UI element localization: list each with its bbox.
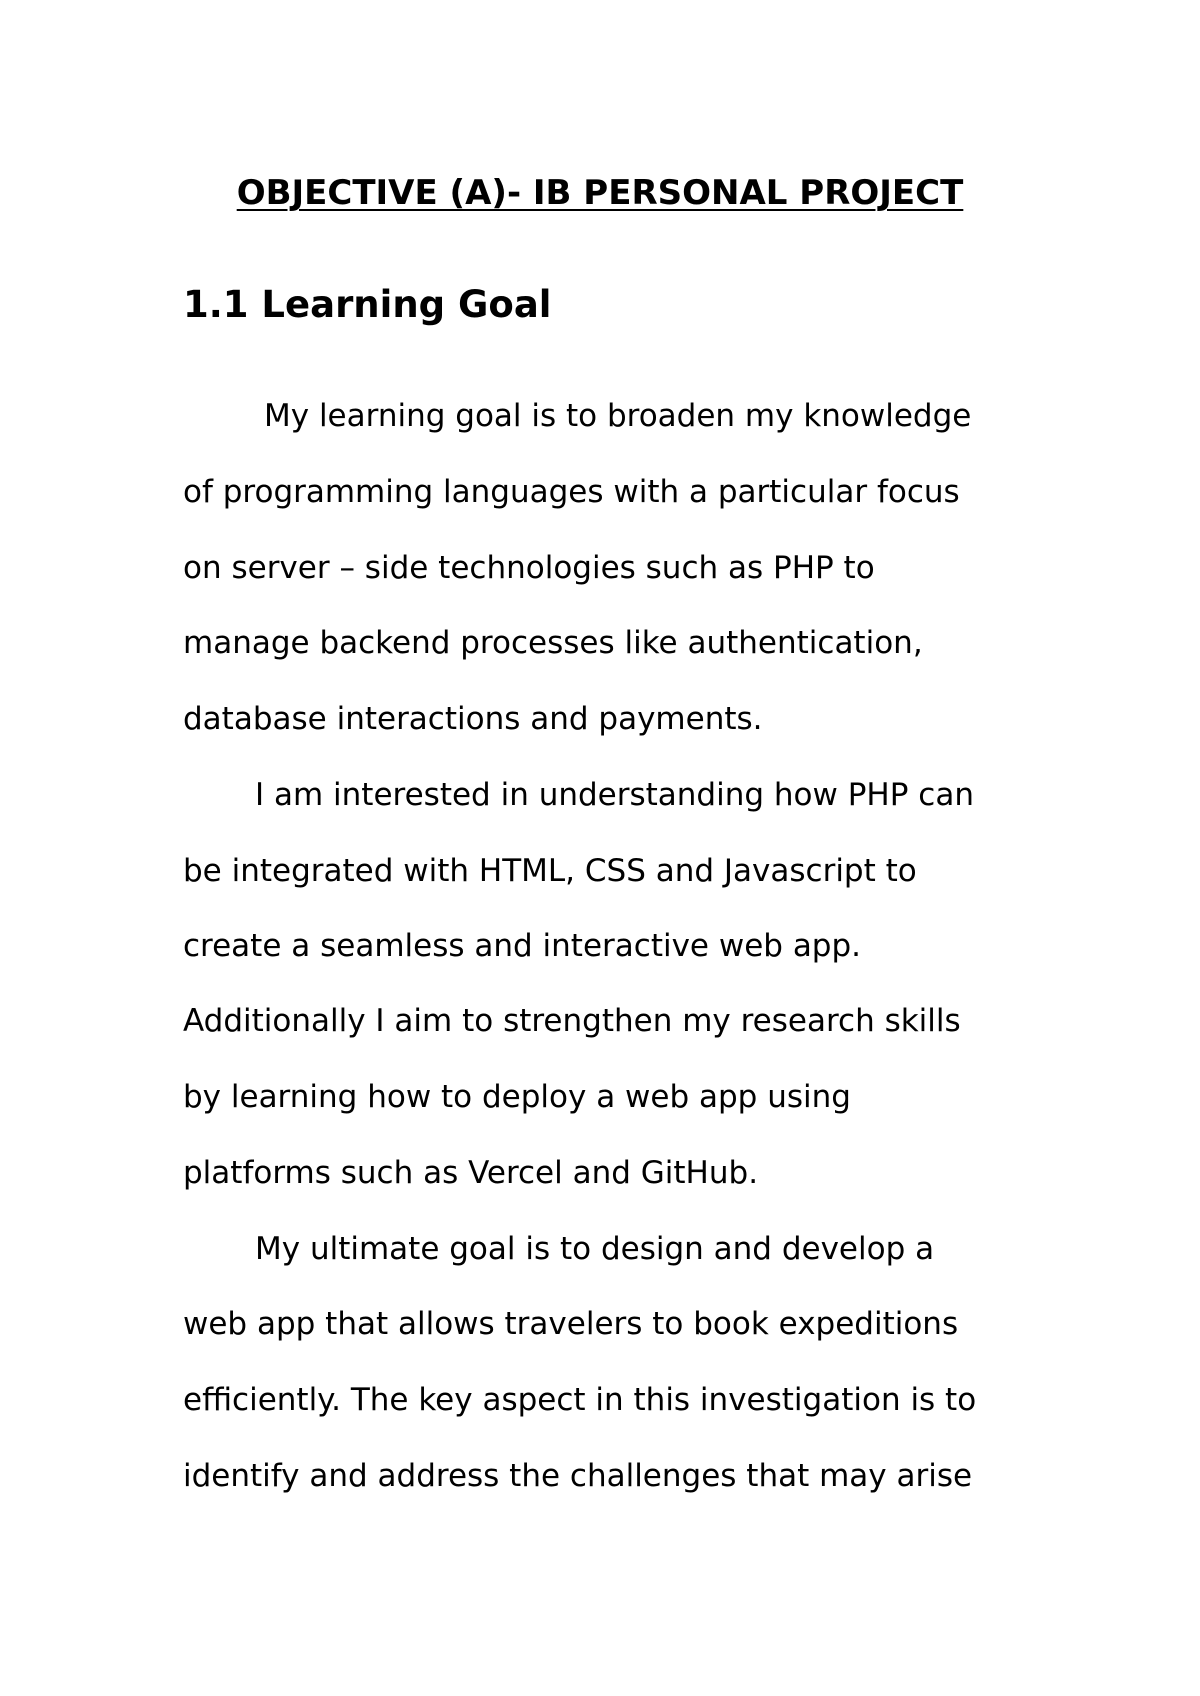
paragraph-line: of programming languages with a particular focus: [183, 474, 960, 510]
paragraph-line: I am interested in understanding how PHP can: [255, 777, 974, 813]
paragraph-line: on server – side technologies such as PHP to: [183, 550, 875, 586]
paragraph-line: platforms such as Vercel and GitHub.: [183, 1155, 759, 1191]
paragraph-line: by learning how to deploy a web app using: [183, 1079, 851, 1115]
paragraph-line: efficiently. The key aspect in this investigation is to: [183, 1382, 977, 1418]
paragraph-line: be integrated with HTML, CSS and Javascript to: [183, 853, 917, 889]
paragraph-line: database interactions and payments.: [183, 701, 763, 737]
paragraph-line: create a seamless and interactive web app.: [183, 928, 862, 964]
paragraph-line: My learning goal is to broaden my knowledge: [264, 398, 972, 434]
paragraph-line: My ultimate goal is to design and develop a: [255, 1231, 935, 1267]
paragraph-line: identify and address the challenges that may arise: [183, 1458, 973, 1494]
paragraph-line: web app that allows travelers to book expeditions: [183, 1306, 959, 1342]
document-title: OBJECTIVE (A)- IB PERSONAL PROJECT: [236, 173, 964, 213]
section-heading: 1.1 Learning Goal: [183, 283, 552, 326]
paragraph-line: Additionally I aim to strengthen my research skills: [183, 1003, 961, 1039]
paragraph-line: manage backend processes like authentication,: [183, 625, 923, 661]
